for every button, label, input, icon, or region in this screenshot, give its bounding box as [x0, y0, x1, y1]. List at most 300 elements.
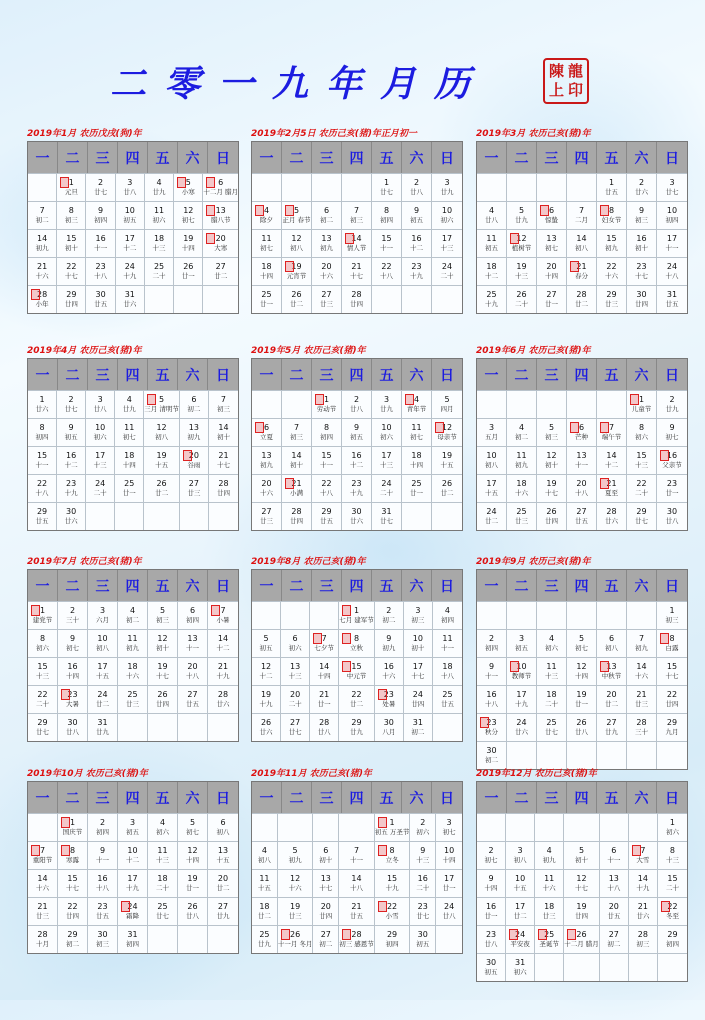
lunar-label: 初九 [260, 461, 273, 469]
red-stamp-icon [660, 633, 669, 644]
day-cell [88, 841, 118, 869]
day-cell [57, 257, 86, 285]
day-cell [278, 925, 314, 953]
day-cell [178, 897, 208, 925]
lunar-label: 初四 [380, 216, 393, 224]
lunar-label: 廿四 [290, 517, 303, 525]
days-grid [477, 813, 687, 981]
weekday-label: 二 [282, 782, 312, 813]
red-stamp-icon [342, 929, 351, 940]
day-number: 15 [636, 451, 647, 460]
lunar-label: 初六 [93, 433, 107, 441]
weekday-label: 日 [440, 367, 454, 384]
day-cell [567, 257, 597, 285]
day-cell [657, 257, 687, 285]
day-number: 20 [320, 902, 331, 911]
red-stamp-icon [630, 394, 639, 405]
red-stamp-icon [540, 205, 549, 216]
empty-cell [507, 390, 537, 418]
day-cell [278, 897, 314, 925]
empty-cell [507, 173, 537, 201]
day-cell [203, 201, 238, 229]
day-number: 28 [606, 507, 617, 516]
day-number: 11 [544, 874, 555, 883]
lunar-label: 二十 [665, 884, 679, 892]
lunar-label: 廿六 [123, 300, 137, 308]
day-cell [597, 446, 627, 474]
empty-cell [597, 601, 627, 629]
empty-cell [310, 601, 339, 629]
lunar-label: 初二 [319, 940, 333, 948]
lunar-label: 十一月 冬月 [277, 940, 313, 948]
day-number: 25 [546, 718, 557, 727]
lunar-label: 六月 [96, 616, 109, 624]
day-cell [339, 897, 375, 925]
day-number: 22 [606, 262, 617, 271]
day-cell [281, 685, 310, 713]
day-cell [657, 474, 687, 502]
day-cell [507, 201, 537, 229]
day-cell [252, 869, 278, 897]
lunar-label: 初九 [320, 244, 333, 252]
day-cell [597, 685, 627, 713]
day-cell [88, 629, 118, 657]
empty-cell [252, 813, 278, 841]
month-grid [476, 569, 688, 770]
seal-char: 龍 [567, 62, 583, 80]
day-number: 23 [67, 690, 78, 699]
day-number: 26 [576, 718, 587, 727]
weekday-label: 五 [148, 359, 178, 390]
lunar-label: 初三 [64, 216, 78, 224]
lunar-label: 大暑 [66, 700, 79, 708]
day-cell [339, 713, 375, 741]
day-number: 4 [159, 818, 166, 827]
lunar-label: 廿五 [605, 188, 618, 196]
lunar-label: 初四 [485, 644, 498, 652]
day-cell [28, 713, 58, 741]
day-number: 17 [97, 662, 108, 671]
day-number: 29 [667, 930, 678, 939]
lunar-label: 初四 [385, 940, 399, 948]
day-cell [88, 869, 118, 897]
day-cell [88, 713, 118, 741]
day-cell [116, 285, 145, 313]
day-number: 26 [183, 262, 194, 271]
day-number: 5 [444, 395, 450, 404]
lunar-label: 十二 [64, 461, 78, 469]
day-cell [657, 446, 687, 474]
day-cell [312, 418, 342, 446]
lunar-label: 初三 [350, 216, 363, 224]
day-number: 2 [488, 846, 494, 855]
day-cell [375, 713, 404, 741]
day-number: 19 [156, 451, 167, 460]
lunar-label: 二十 [416, 884, 430, 892]
day-cell [57, 418, 86, 446]
lunar-label: 初五 [259, 644, 273, 652]
day-number: 7 [293, 423, 300, 432]
day-cell [342, 201, 372, 229]
day-cell [657, 713, 687, 741]
day-number: 5 [292, 846, 298, 855]
day-number: 24 [97, 690, 108, 699]
weekday-header [477, 782, 687, 813]
day-number: 4 [126, 395, 132, 404]
lunar-label: 儿童节 [631, 405, 652, 413]
day-number: 20 [290, 690, 301, 699]
day-cell [375, 813, 411, 841]
day-number: 21 [218, 451, 229, 460]
day-cell [116, 229, 145, 257]
day-cell [118, 685, 148, 713]
day-number: 7 [640, 846, 646, 855]
lunar-label: 廿七 [64, 405, 78, 413]
lunar-label: 二十 [288, 700, 302, 708]
lunar-label: 十八 [440, 672, 454, 680]
red-stamp-icon [435, 422, 444, 433]
day-cell [282, 285, 312, 313]
lunar-label: 初八 [605, 644, 618, 652]
day-number: 15 [67, 874, 78, 883]
day-cell [627, 657, 657, 685]
lunar-label: 廿二 [290, 300, 303, 308]
lunar-label: 十八 [607, 884, 621, 892]
lunar-label: 初八 [513, 856, 527, 864]
weekday-label: 六 [178, 359, 208, 390]
day-cell [313, 897, 339, 925]
day-number: 9 [99, 846, 106, 855]
day-cell [86, 418, 115, 446]
day-number: 19 [187, 874, 198, 883]
day-cell [86, 446, 115, 474]
lunar-label: 十四 [186, 856, 199, 864]
day-cell [375, 897, 411, 925]
lunar-label: 十七 [665, 672, 679, 680]
weekday-header [477, 570, 687, 601]
day-number: 12 [260, 662, 272, 671]
lunar-label: 十二 [123, 244, 137, 252]
day-number: 12 [187, 846, 198, 855]
day-cell [627, 173, 657, 201]
day-number: 30 [67, 718, 78, 727]
day-cell [432, 173, 462, 201]
day-cell [145, 201, 174, 229]
day-number: 9 [386, 634, 392, 643]
weekday-label: 日 [440, 578, 454, 595]
lunar-label: 十一 [349, 856, 363, 864]
day-number: 24 [443, 902, 455, 911]
day-number: 30 [95, 290, 106, 299]
lunar-label: 初九 [382, 644, 396, 652]
day-cell [402, 390, 432, 418]
page-title: 二零一九年月历 [110, 63, 489, 105]
day-number: 1 [669, 606, 675, 615]
day-cell [477, 841, 506, 869]
day-number: 28 [637, 930, 648, 939]
lunar-label: 初二 [485, 756, 498, 764]
day-number: 29 [386, 930, 398, 939]
lunar-label: 十一 [665, 244, 679, 252]
day-number: 21 [576, 262, 587, 271]
day-number: 2 [98, 178, 104, 187]
day-number: 9 [638, 206, 645, 215]
lunar-label: 十一 [607, 856, 621, 864]
lunar-label: 初八 [155, 433, 169, 441]
day-cell [208, 813, 238, 841]
lunar-label: 十五 [485, 489, 498, 497]
lunar-label: 初五 [515, 644, 528, 652]
lunar-label: 廿四 [64, 300, 78, 308]
day-number: 5 [578, 846, 585, 855]
lunar-label: 廿二 [605, 700, 618, 708]
weekday-label: 一 [252, 142, 282, 173]
day-number: 26 [441, 479, 453, 488]
lunar-label: 廿四 [156, 700, 169, 708]
empty-cell [567, 741, 597, 769]
day-cell [144, 390, 180, 418]
day-number: 11 [411, 423, 422, 432]
month-grid [27, 358, 239, 531]
day-cell [118, 657, 148, 685]
weekday-label: 六 [402, 142, 432, 173]
lunar-label: 十六 [515, 489, 528, 497]
day-number: 10 [486, 451, 497, 460]
day-cell [28, 685, 58, 713]
lunar-label: 十一 [380, 244, 393, 252]
red-stamp-icon [60, 177, 69, 188]
lunar-label: 十九 [123, 272, 137, 280]
day-number: 2 [413, 178, 420, 187]
empty-cell [564, 953, 600, 981]
day-number: 7 [321, 634, 327, 643]
day-number: 28 [291, 507, 302, 516]
day-number: 24 [95, 479, 106, 488]
lunar-label: 廿三 [320, 300, 333, 308]
lunar-label: 初七 [186, 828, 199, 836]
day-cell [477, 285, 507, 313]
day-number: 1 [669, 818, 675, 827]
day-number: 19 [291, 262, 302, 271]
lunar-label: 十六 [635, 672, 648, 680]
day-number: 28 [351, 930, 362, 939]
lunar-label: 中元节 [346, 672, 367, 680]
day-number: 10 [441, 206, 453, 215]
day-number: 15 [381, 234, 392, 243]
day-cell [567, 229, 597, 257]
day-number: 9 [488, 874, 494, 883]
day-number: 17 [443, 874, 455, 883]
days-grid [28, 813, 238, 953]
lunar-label: 十六 [126, 672, 139, 680]
day-cell [404, 713, 433, 741]
day-number: 19 [576, 902, 587, 911]
day-cell [339, 841, 375, 869]
day-cell [57, 446, 86, 474]
day-number: 1 [39, 606, 46, 615]
lunar-label: 十二 [216, 644, 230, 652]
day-number: 21 [637, 902, 648, 911]
day-cell [174, 173, 203, 201]
empty-cell [537, 390, 567, 418]
lunar-label: 廿七 [545, 728, 558, 736]
day-cell [58, 629, 88, 657]
lunar-label: 初二 [126, 616, 139, 624]
day-cell [203, 229, 238, 257]
day-cell [507, 446, 537, 474]
weekday-label: 三 [88, 570, 118, 601]
empty-cell [342, 173, 372, 201]
day-cell [410, 897, 436, 925]
day-cell [28, 229, 57, 257]
day-cell [148, 629, 178, 657]
day-number: 30 [486, 746, 497, 755]
lunar-label: 寒露 [66, 856, 79, 864]
day-number: 18 [486, 262, 497, 271]
lunar-label: 小年 [35, 300, 49, 308]
day-cell [597, 418, 627, 446]
lunar-label: 十一 [186, 644, 199, 652]
lunar-label: 十三 [380, 461, 393, 469]
day-number: 1 [323, 395, 330, 404]
lunar-label: 十五 [96, 672, 109, 680]
day-number: 3 [99, 606, 106, 615]
lunar-label: 初五 [410, 216, 423, 224]
day-cell [372, 229, 402, 257]
day-cell [477, 685, 507, 713]
lunar-label: 初八 [96, 644, 109, 652]
day-cell [477, 869, 506, 897]
day-cell [342, 418, 372, 446]
day-number: 4 [546, 846, 552, 855]
day-number: 22 [666, 690, 678, 699]
day-cell [342, 390, 372, 418]
red-stamp-icon [378, 817, 387, 828]
day-number: 23 [417, 902, 428, 911]
day-number: 27 [321, 290, 332, 299]
weekday-label: 一 [477, 359, 507, 390]
day-number: 25 [516, 507, 527, 516]
day-number: 12 [516, 234, 527, 243]
day-cell [402, 173, 432, 201]
lunar-label: 二月 [575, 216, 588, 224]
days-grid [28, 601, 238, 741]
empty-cell [658, 953, 687, 981]
day-number: 9 [420, 846, 426, 855]
day-number: 6 [608, 634, 615, 643]
day-cell [537, 657, 567, 685]
day-number: 30 [383, 718, 394, 727]
lunar-label: 廿六 [64, 517, 78, 525]
day-number: 5 [293, 206, 300, 215]
lunar-label: 二十 [93, 489, 107, 497]
day-number: 2 [488, 634, 495, 643]
lunar-label: 廿六 [216, 700, 230, 708]
lunar-label: 芒种 [575, 433, 588, 441]
red-stamp-icon [632, 845, 641, 856]
lunar-label: 十四 [260, 272, 273, 280]
month-block [251, 556, 463, 742]
day-number: 18 [153, 234, 165, 243]
red-stamp-icon [378, 901, 387, 912]
lunar-label: 元宵节 [286, 272, 307, 280]
day-number: 23 [486, 718, 497, 727]
month-header: 2019年4月 农历己亥(猪)年 [27, 346, 142, 356]
day-cell [657, 685, 687, 713]
day-number: 21 [351, 262, 362, 271]
day-cell [116, 201, 145, 229]
day-cell [564, 897, 600, 925]
day-cell [178, 629, 208, 657]
day-cell [627, 629, 657, 657]
day-cell [252, 446, 282, 474]
month-block [27, 345, 239, 531]
lunar-label: 初二 [35, 216, 49, 224]
day-cell [432, 229, 462, 257]
lunar-label: 初四 [126, 940, 139, 948]
day-cell [209, 446, 238, 474]
lunar-label: 初四 [665, 216, 679, 224]
lunar-label: 廿五 [575, 517, 588, 525]
weekday-header [252, 570, 462, 601]
day-cell [281, 657, 310, 685]
lunar-label: 十九 [259, 700, 273, 708]
day-cell [537, 713, 567, 741]
day-cell [144, 474, 180, 502]
day-cell [537, 685, 567, 713]
day-cell [252, 897, 278, 925]
day-cell [282, 446, 312, 474]
lunar-label: 初九 [35, 244, 49, 252]
day-cell [537, 418, 567, 446]
day-number: 17 [486, 479, 497, 488]
lunar-label: 十七 [635, 272, 648, 280]
day-cell [86, 229, 115, 257]
lunar-label: 廿二 [216, 884, 230, 892]
day-number: 25 [153, 262, 165, 271]
lunar-label: 谷雨 [187, 461, 201, 469]
day-cell [203, 257, 238, 285]
lunar-label: 廿八 [123, 188, 137, 196]
day-number: 22 [66, 262, 77, 271]
lunar-label: 五月 [485, 433, 498, 441]
empty-cell [507, 741, 537, 769]
day-cell [567, 685, 597, 713]
lunar-label: 初四 [440, 616, 454, 624]
day-cell [372, 201, 402, 229]
day-cell [627, 229, 657, 257]
red-stamp-icon [177, 177, 186, 188]
day-cell [375, 629, 404, 657]
lunar-label: 大雪 [636, 856, 650, 864]
lunar-label: 初七 [484, 856, 498, 864]
day-number: 29 [666, 718, 678, 727]
lunar-label: 初六 [665, 828, 679, 836]
day-cell [252, 685, 281, 713]
day-cell [118, 629, 148, 657]
day-number: 11 [259, 874, 270, 883]
day-cell [58, 841, 88, 869]
lunar-label: 初七 [122, 433, 136, 441]
red-stamp-icon [538, 929, 547, 940]
day-cell [629, 897, 658, 925]
lunar-label: 廿七 [635, 517, 648, 525]
lunar-label: 十七 [156, 672, 169, 680]
lunar-label: 廿八 [575, 728, 588, 736]
day-cell [372, 502, 402, 530]
lunar-label: 初十 [319, 856, 333, 864]
days-grid [477, 601, 687, 769]
